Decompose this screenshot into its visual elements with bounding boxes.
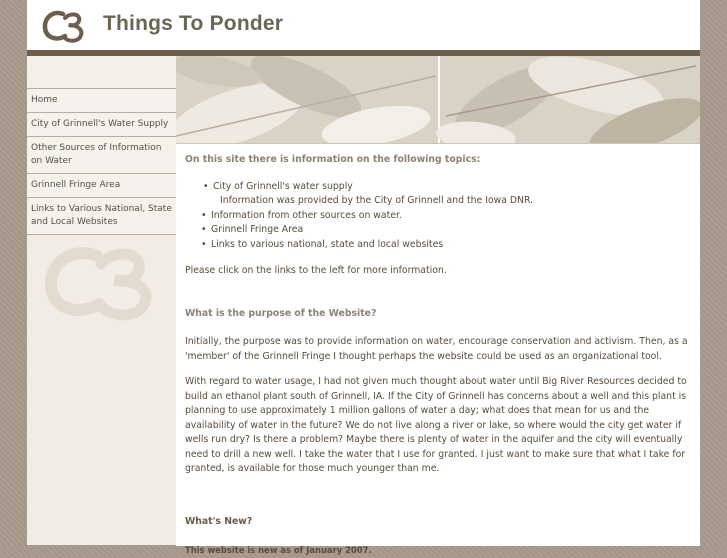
site-header: [27, 0, 700, 51]
topic-other-sources: Information from other sources on water.: [211, 209, 402, 221]
watermark-logo-icon: [39, 242, 161, 322]
list-item: [203, 180, 692, 209]
sidebar-item-water-supply[interactable]: City of Grinnell's Water Supply: [27, 113, 176, 137]
sidebar-top-spacer: [27, 56, 176, 89]
logo-icon[interactable]: [41, 6, 87, 46]
list-item: [201, 223, 692, 238]
sidebar: [27, 56, 176, 545]
topic-fringe-area: Grinnell Fringe Area: [211, 224, 304, 235]
click-instruction: Please click on the links to the left for more information.: [185, 265, 447, 276]
sidebar-item-links[interactable]: Links to Various National, State and Local Websites: [27, 198, 176, 235]
sidebar-item-home[interactable]: Home: [27, 89, 176, 113]
purpose-paragraph-2: With regard to water usage, I had not given much thought about water until Big River Resources decided to build an ethanol plant south of Grinnell, IA. If the City of Grinnell has concerns about a well and this plant is planning to use approximately 1 million gallons of water a day; what does that mean for us and the availability of water in the future? We do not live along a river or lake, so where would the city get water if wells run dry? Is there a problem? Maybe there is plenty of water in the aquifer and the city will eventually need to drill a new well. I take the water that I use for granted. I just want to make sure that what I take for granted, is available for those much younger than me.: [185, 376, 687, 474]
list-item: [201, 209, 692, 224]
purpose-paragraph-1: Initially, the purpose was to provide information on water, encourage conservation and activism. Then, as a 'member' of the Grinnell Fringe I thought perhaps the website could be used as an organizational tool.: [185, 336, 688, 362]
sidebar-item-other-sources[interactable]: Other Sources of Information on Water: [27, 137, 176, 174]
site-title: Things To Ponder: [103, 12, 284, 35]
list-item: [201, 238, 692, 253]
topic-water-supply: City of Grinnell's water supply: [213, 180, 353, 192]
leaf-banner-image: [176, 56, 700, 143]
topic-links: Links to various national, state and local websites: [211, 238, 444, 250]
sidebar-item-fringe-area[interactable]: Grinnell Fringe Area: [27, 174, 176, 198]
topic-note: Information was provided by the City of Grinnell and the Iowa DNR.: [220, 195, 534, 206]
whats-new-text: This website is new as of January 2007.: [185, 545, 372, 555]
leaf-photo-icon: [176, 56, 700, 143]
intro-heading: On this site there is information on the following topics:: [185, 154, 481, 165]
topics-list: [185, 180, 692, 253]
purpose-heading: What is the purpose of the Website?: [185, 307, 377, 319]
whats-new-heading: What's New?: [185, 515, 253, 527]
main-content: [176, 143, 700, 555]
